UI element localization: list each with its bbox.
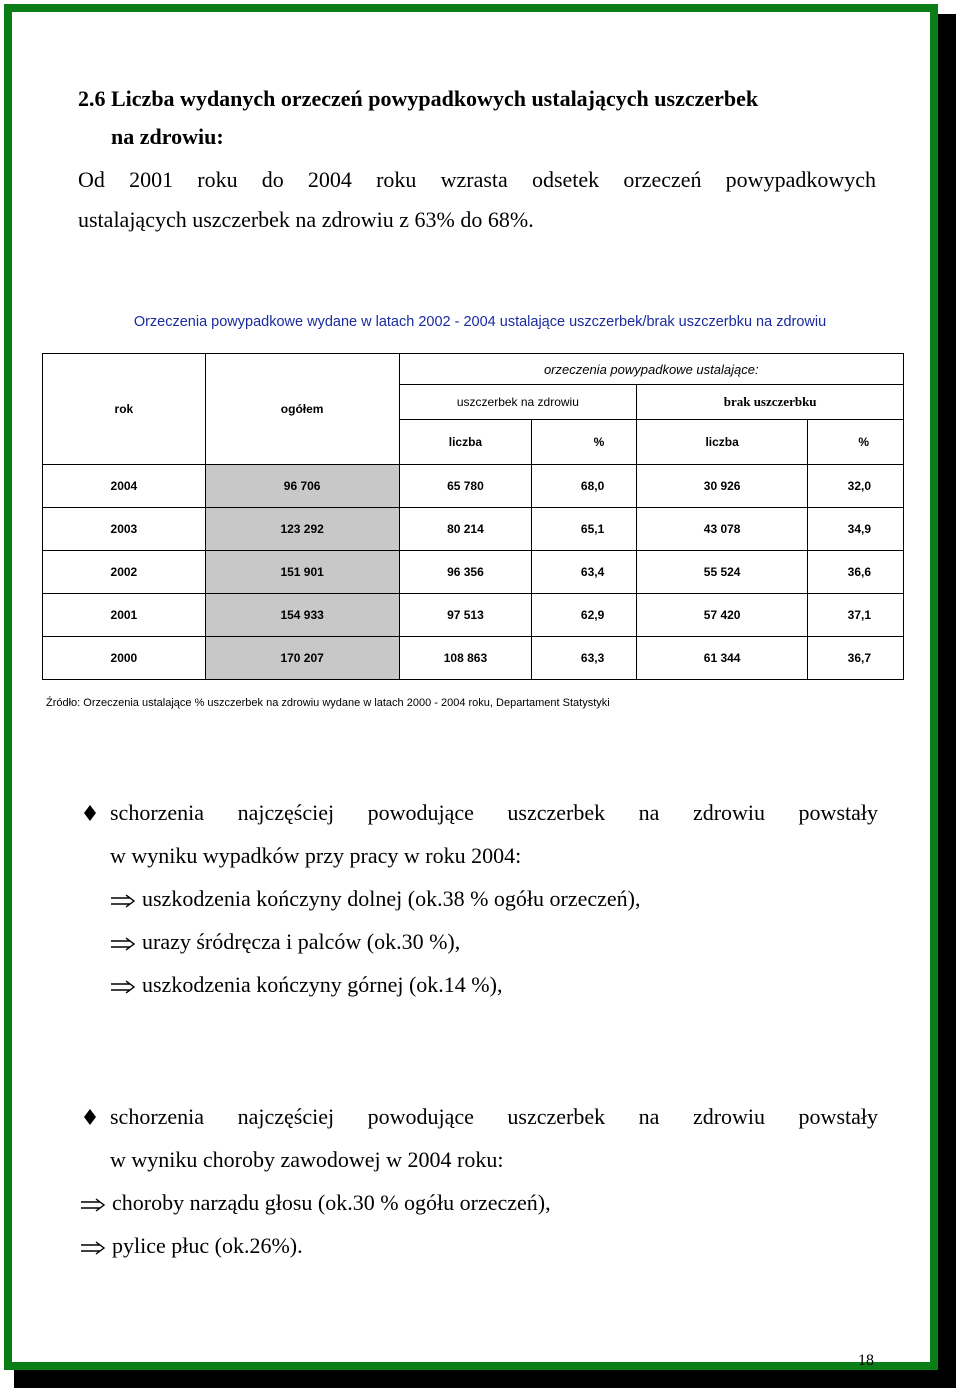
table-source-note: Źródło: Orzeczenia ustalające % uszczerbek na zdrowiu wydane w latach 2000 - 2004 roku, Departament Statystyki [46,697,610,709]
header-group: orzeczenia powypadkowe ustalające: [399,354,903,385]
diamond-bullet-icon [84,805,96,821]
header-pct-1: % [532,420,637,465]
double-arrow-icon [110,937,136,951]
list-item-text: pylice płuc (ok.26%). [112,1233,303,1258]
cell-u-liczba: 96 356 [399,551,532,594]
cell-u-pct: 63,4 [532,551,637,594]
header-liczba-1: liczba [399,420,532,465]
table-row [43,465,904,508]
cell-rok: 2001 [43,594,206,637]
header-brak: brak uszczerbku [637,385,904,420]
diamond-bullet-icon [84,1109,96,1125]
cell-b-liczba: 55 524 [637,551,808,594]
list-item-text: choroby narządu głosu (ok.30 % ogółu orzeczeń), [112,1190,551,1215]
cell-u-liczba: 80 214 [399,508,532,551]
table-row [43,508,904,551]
intro-line-1: Od 2001 roku do 2004 roku wzrasta odsetek orzeczeń powypadkowych [78,167,876,192]
cell-b-pct: 36,7 [808,637,904,680]
cell-rok: 2004 [43,465,206,508]
list-item-text: uszkodzenia kończyny dolnej (ok.38 % ogółu orzeczeń), [142,886,641,911]
cell-u-liczba: 97 513 [399,594,532,637]
header-ogolem: ogółem [205,354,399,465]
cell-ogolem: 170 207 [205,637,399,680]
section-heading [78,80,878,156]
cell-u-pct: 68,0 [532,465,637,508]
double-arrow-icon [80,1241,106,1255]
cell-rok: 2000 [43,637,206,680]
heading-line-2: na zdrowiu: [111,124,224,149]
list-item-text: urazy śródręcza i palców (ok.30 %), [142,929,461,954]
bullet-section-accidents [78,795,878,1010]
cell-b-liczba: 61 344 [637,637,808,680]
page-number: 18 [858,1352,874,1369]
list-item [78,967,878,1010]
cell-b-pct: 36,6 [808,551,904,594]
bullet-text: schorzenia najczęściej powodujące uszczerbek na zdrowiu powstały [110,800,878,825]
cell-b-pct: 32,0 [808,465,904,508]
bullet-section-occupational [78,1099,878,1271]
header-pct-2: % [808,420,904,465]
intro-line-2: ustalających uszczerbek na zdrowiu z 63% do 68%. [78,207,534,232]
table-title: Orzeczenia powypadkowe wydane w latach 2002 - 2004 ustalające uszczerbek/brak uszczerbku na zdrowiu [133,314,827,330]
cell-b-liczba: 30 926 [637,465,808,508]
bullet-line [78,795,878,838]
header-liczba-2: liczba [637,420,808,465]
bullet-text: schorzenia najczęściej powodujące uszczerbek na zdrowiu powstały [110,1104,878,1129]
cell-u-pct: 65,1 [532,508,637,551]
cell-b-pct: 37,1 [808,594,904,637]
cell-u-pct: 62,9 [532,594,637,637]
cell-b-liczba: 43 078 [637,508,808,551]
double-arrow-icon [110,980,136,994]
bullet-line [78,1099,878,1142]
list-item [78,1185,878,1228]
cell-b-liczba: 57 420 [637,594,808,637]
header-uszczerbek: uszczerbek na zdrowiu [399,385,637,420]
heading-line-1: 2.6 Liczba wydanych orzeczeń powypadkowych ustalających uszczerbek [78,86,759,111]
list-item-text: uszkodzenia kończyny górnej (ok.14 %), [142,972,503,997]
bullet-line-continued: w wyniku wypadków przy pracy w roku 2004: [110,843,522,868]
list-item [78,924,878,967]
cell-ogolem: 154 933 [205,594,399,637]
list-item [78,1228,878,1271]
double-arrow-icon [110,894,136,908]
data-table [42,353,904,680]
cell-u-pct: 63,3 [532,637,637,680]
double-arrow-icon [80,1198,106,1212]
table-row [43,551,904,594]
list-item [78,881,878,924]
cell-rok: 2003 [43,508,206,551]
cell-b-pct: 34,9 [808,508,904,551]
bullet-line-continued: w wyniku choroby zawodowej w 2004 roku: [110,1147,504,1172]
cell-ogolem: 151 901 [205,551,399,594]
intro-paragraph [78,160,876,240]
header-rok: rok [43,354,206,465]
cell-ogolem: 123 292 [205,508,399,551]
cell-rok: 2002 [43,551,206,594]
table-row [43,594,904,637]
cell-u-liczba: 65 780 [399,465,532,508]
cell-u-liczba: 108 863 [399,637,532,680]
table-row [43,637,904,680]
cell-ogolem: 96 706 [205,465,399,508]
